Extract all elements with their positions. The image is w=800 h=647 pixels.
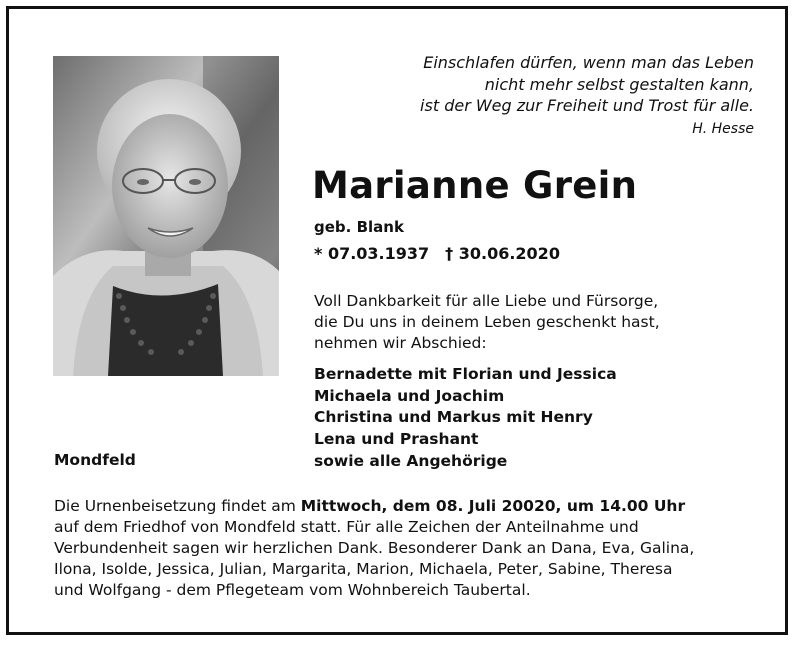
quote-line: Einschlafen dürfen, wenn man das Leben xyxy=(423,53,754,72)
thanks-line: die Du uns in deinem Leben geschenkt hast, xyxy=(314,313,660,331)
quote-author: H. Hesse xyxy=(692,120,754,137)
notice-date: Mittwoch, dem 08. Juli 20020, um 14.00 Uhr xyxy=(300,497,686,515)
mourner-entry: Bernadette mit Florian und Jessica xyxy=(314,365,617,383)
maiden-name: geb. Blank xyxy=(314,218,404,236)
deceased-name: Marianne Grein xyxy=(312,164,638,207)
quote-line: ist der Weg zur Freiheit und Trost für alle. xyxy=(420,96,754,115)
thanks-line: nehmen wir Abschied: xyxy=(314,334,487,352)
notice-line: Ilona, Isolde, Jessica, Julian, Margarita, Marion, Michaela, Peter, Sabine, Theresa xyxy=(54,560,673,578)
notice-line: auf dem Friedhof von Mondfeld statt. Für alle Zeichen der Anteilnahme und xyxy=(54,518,639,536)
notice-line: und Wolfgang - dem Pflegeteam vom Wohnbereich Taubertal. xyxy=(54,581,531,599)
birth-date: * 07.03.1937 xyxy=(314,244,430,263)
mourner-entry: Lena und Prashant xyxy=(314,430,479,449)
thanks-line: Voll Dankbarkeit für alle Liebe und Fürsorge, xyxy=(314,292,659,310)
thanks-text xyxy=(314,291,660,354)
mourners-list xyxy=(314,364,617,473)
quote-line: nicht mehr selbst gestalten kann, xyxy=(484,74,754,94)
death-date: † 30.06.2020 xyxy=(445,244,560,263)
mourner-entry: Christina und Markus mit Henry xyxy=(314,408,593,427)
portrait-photo xyxy=(53,56,279,376)
notice-line xyxy=(54,496,754,517)
burial-notice xyxy=(54,496,754,601)
mourner-entry: Michaela und Joachim xyxy=(314,386,505,405)
mourner-entry: sowie alle Angehörige xyxy=(314,451,508,470)
notice-intro: Die Urnenbeisetzung findet am xyxy=(54,497,301,515)
place-name: Mondfeld xyxy=(54,451,136,469)
quote-block xyxy=(420,52,754,140)
portrait-illustration xyxy=(53,56,279,376)
life-dates xyxy=(314,244,560,263)
notice-line: Verbundenheit sagen wir herzlichen Dank. Besonderer Dank an Dana, Eva, Galina, xyxy=(54,539,695,557)
